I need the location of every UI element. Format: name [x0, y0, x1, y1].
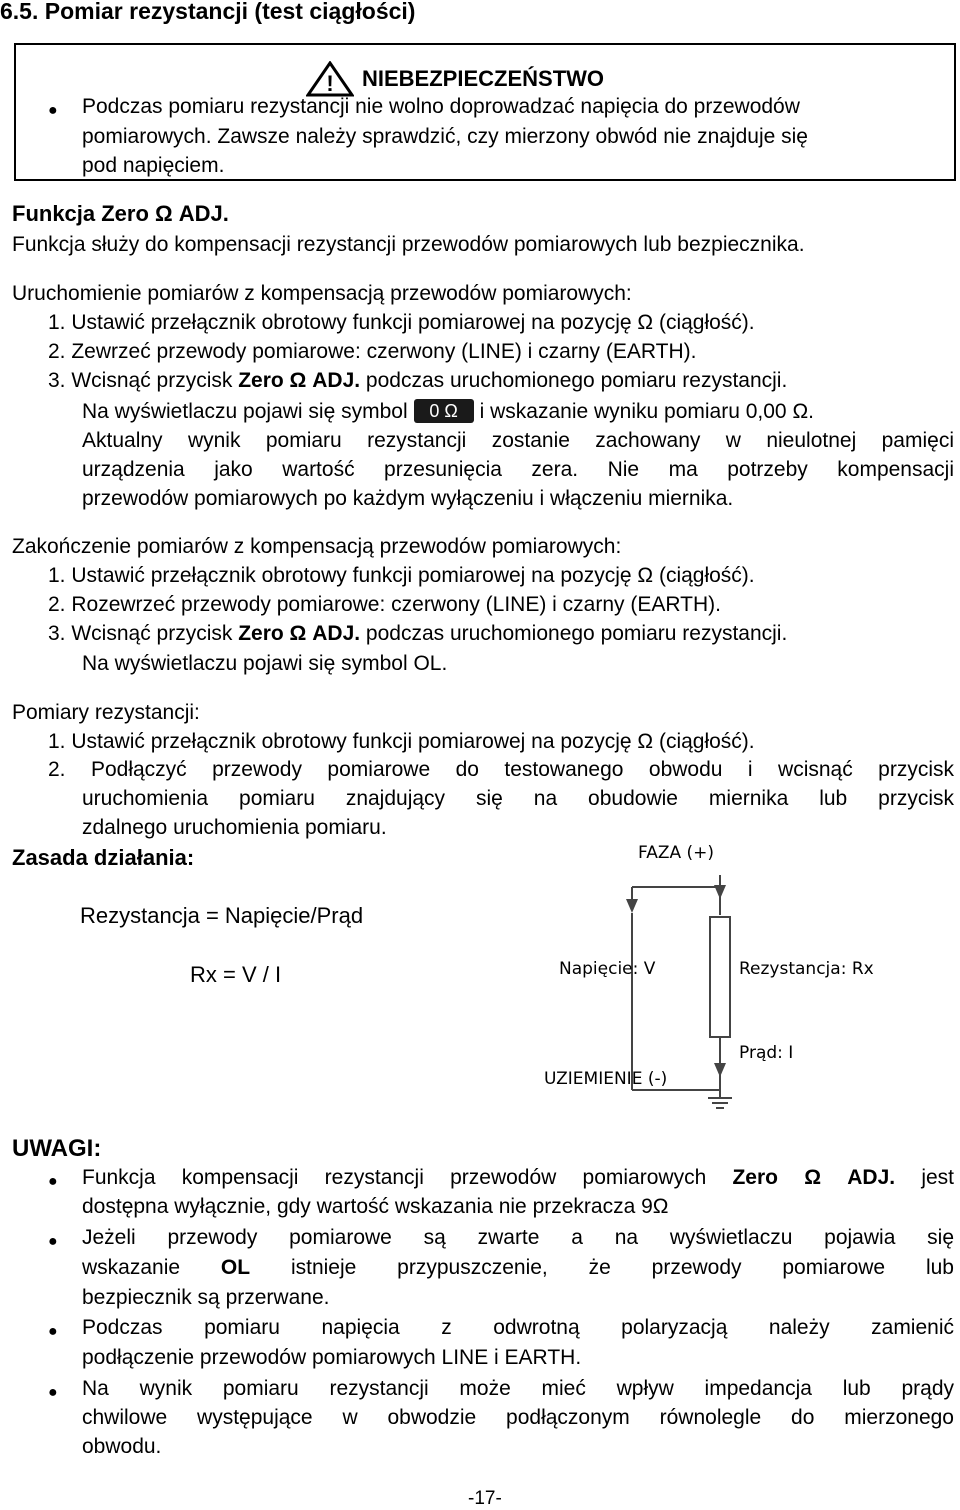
end-step-3 [48, 622, 787, 646]
zero-adj-key: Zero Ω ADJ. [238, 622, 361, 645]
principle-heading: Zasada działania: [12, 845, 195, 870]
voltage-label: Napięcie: V [559, 959, 656, 979]
warning-line: pod napięciem. [82, 154, 225, 177]
step-text: 3. Wcisnąć przycisk [48, 622, 233, 645]
step-text: podczas uruchomionego pomiaru rezystancji. [365, 369, 788, 392]
section-title: 6.5. Pomiar rezystancji (test ciągłości) [0, 0, 416, 24]
note-2-line: Jeżeli przewody pomiarowe są zwarte a na wyświetlaczu pojawia się [82, 1226, 954, 1249]
start-step-1: 1. Ustawić przełącznik obrotowy funkcji pomiarowej na pozycję Ω (ciągłość). [48, 311, 755, 334]
resistor-symbol [710, 917, 730, 1037]
note-2-line: bezpiecznik są przerwane. [82, 1286, 330, 1309]
right-arrow-icon [714, 885, 726, 899]
measure-step-2-line: zdalnego uruchomienia pomiaru. [82, 816, 387, 839]
end-step-2: 2. Rozewrzeć przewody pomiarowe: czerwony (LINE) i czarny (EARTH). [48, 593, 721, 616]
note-text: wskazanie [82, 1256, 181, 1279]
end-heading: Zakończenie pomiarów z kompensacją przewodów pomiarowych: [12, 535, 622, 558]
formula-rx: Rx = V / I [190, 962, 282, 987]
bullet-icon: ● [48, 1233, 58, 1250]
note-text: jest [921, 1166, 954, 1189]
warning-line: pomiarowych. Zawsze należy sprawdzić, czy mierzony obwód nie znajduje się [82, 125, 808, 148]
start-paragraph-line: Aktualny wynik pomiaru rezystancji zostanie zachowany w nieulotnej pamięci [82, 429, 954, 452]
measure-heading: Pomiary rezystancji: [12, 701, 200, 724]
circuit-diagram [540, 835, 920, 1125]
warning-triangle-icon [306, 61, 354, 97]
step-text: podczas uruchomionego pomiaru rezystancji. [365, 622, 788, 645]
note-4-line: chwilowe występujące w obwodzie podłączonym równolegle do mierzonego [82, 1406, 954, 1429]
ol-indicator: OL [220, 1256, 251, 1279]
measure-step-2: 2. Podłączyć przewody pomiarowe do testowanego obwodu i wcisnąć przycisk [48, 758, 954, 781]
start-step-3 [48, 369, 787, 393]
note-3-line: podłączenie przewodów pomiarowych LINE i EARTH. [82, 1346, 582, 1369]
formula-resistance: Rezystancja = Napięcie/Prąd [80, 903, 364, 928]
note-4-line: Na wynik pomiaru rezystancji może mieć wpływ impedancja lub prądy [82, 1377, 954, 1400]
display-info-line [82, 399, 814, 424]
display-text: i wskazanie wyniku pomiaru 0,00 Ω. [479, 400, 814, 423]
zero-adj-description: Funkcja służy do kompensacji rezystancji przewodów pomiarowych lub bezpiecznika. [12, 233, 805, 256]
zero-adj-key: Zero Ω ADJ. [732, 1166, 896, 1189]
measure-step-2-line: uruchomienia pomiaru znajdujący się na obudowie miernika lub przycisk [82, 787, 954, 810]
bullet-icon: ● [48, 1384, 58, 1401]
measure-step-1: 1. Ustawić przełącznik obrotowy funkcji pomiarowej na pozycję Ω (ciągłość). [48, 730, 755, 753]
note-3-line: Podczas pomiaru napięcia z odwrotną polaryzacją należy zamienić [82, 1316, 954, 1339]
zero-adj-key: Zero Ω ADJ. [238, 369, 361, 392]
notes-heading: UWAGI: [12, 1135, 102, 1162]
note-text: Funkcja kompensacji rezystancji przewodów pomiarowych [82, 1166, 707, 1189]
note-4-line: obwodu. [82, 1435, 162, 1458]
current-arrow-icon [714, 1063, 726, 1077]
faza-label: FAZA (+) [638, 843, 715, 863]
bullet-icon: ● [48, 1173, 58, 1190]
zero-ohm-symbol: 0 Ω [414, 399, 474, 423]
bullet-icon: ● [48, 1323, 58, 1340]
warning-heading [306, 61, 604, 97]
resistance-label: Rezystancja: Rx [739, 959, 874, 979]
display-text: Na wyświetlaczu pojawi się symbol [82, 400, 408, 423]
end-step-1: 1. Ustawić przełącznik obrotowy funkcji pomiarowej na pozycję Ω (ciągłość). [48, 564, 755, 587]
note-text: istnieje przypuszczenie, że przewody pomiarowe lub [290, 1256, 954, 1279]
end-step-3-line-2: Na wyświetlaczu pojawi się symbol OL. [82, 652, 448, 675]
page-number: -17- [468, 1488, 502, 1509]
note-1-line: dostępna wyłącznie, gdy wartość wskazania nie przekracza 9Ω [82, 1195, 669, 1218]
warning-line: Podczas pomiaru rezystancji nie wolno doprowadzać napięcia do przewodów [82, 95, 800, 118]
note-2-line [82, 1256, 954, 1280]
svg-text:!: ! [326, 71, 334, 96]
left-arrow-icon [626, 899, 638, 913]
zero-adj-heading: Funkcja Zero Ω ADJ. [12, 201, 229, 226]
ground-label: UZIEMIENIE (-) [544, 1069, 668, 1089]
step-text: 3. Wcisnąć przycisk [48, 369, 233, 392]
start-heading: Uruchomienie pomiarów z kompensacją przewodów pomiarowych: [12, 282, 632, 305]
note-1-line [82, 1166, 954, 1190]
ground-icon [708, 1098, 732, 1108]
start-paragraph-line: przewodów pomiarowych po każdym wyłączeniu i włączeniu miernika. [82, 487, 734, 510]
start-step-2: 2. Zewrzeć przewody pomiarowe: czerwony (LINE) i czarny (EARTH). [48, 340, 697, 363]
start-paragraph-line: urządzenia jako wartość przesunięcia zera. Nie ma potrzeby kompensacji [82, 458, 954, 481]
current-label: Prąd: I [739, 1043, 794, 1063]
warning-heading-text: NIEBEZPIECZEŃSTWO [362, 66, 605, 91]
bullet-icon: ● [48, 102, 58, 119]
